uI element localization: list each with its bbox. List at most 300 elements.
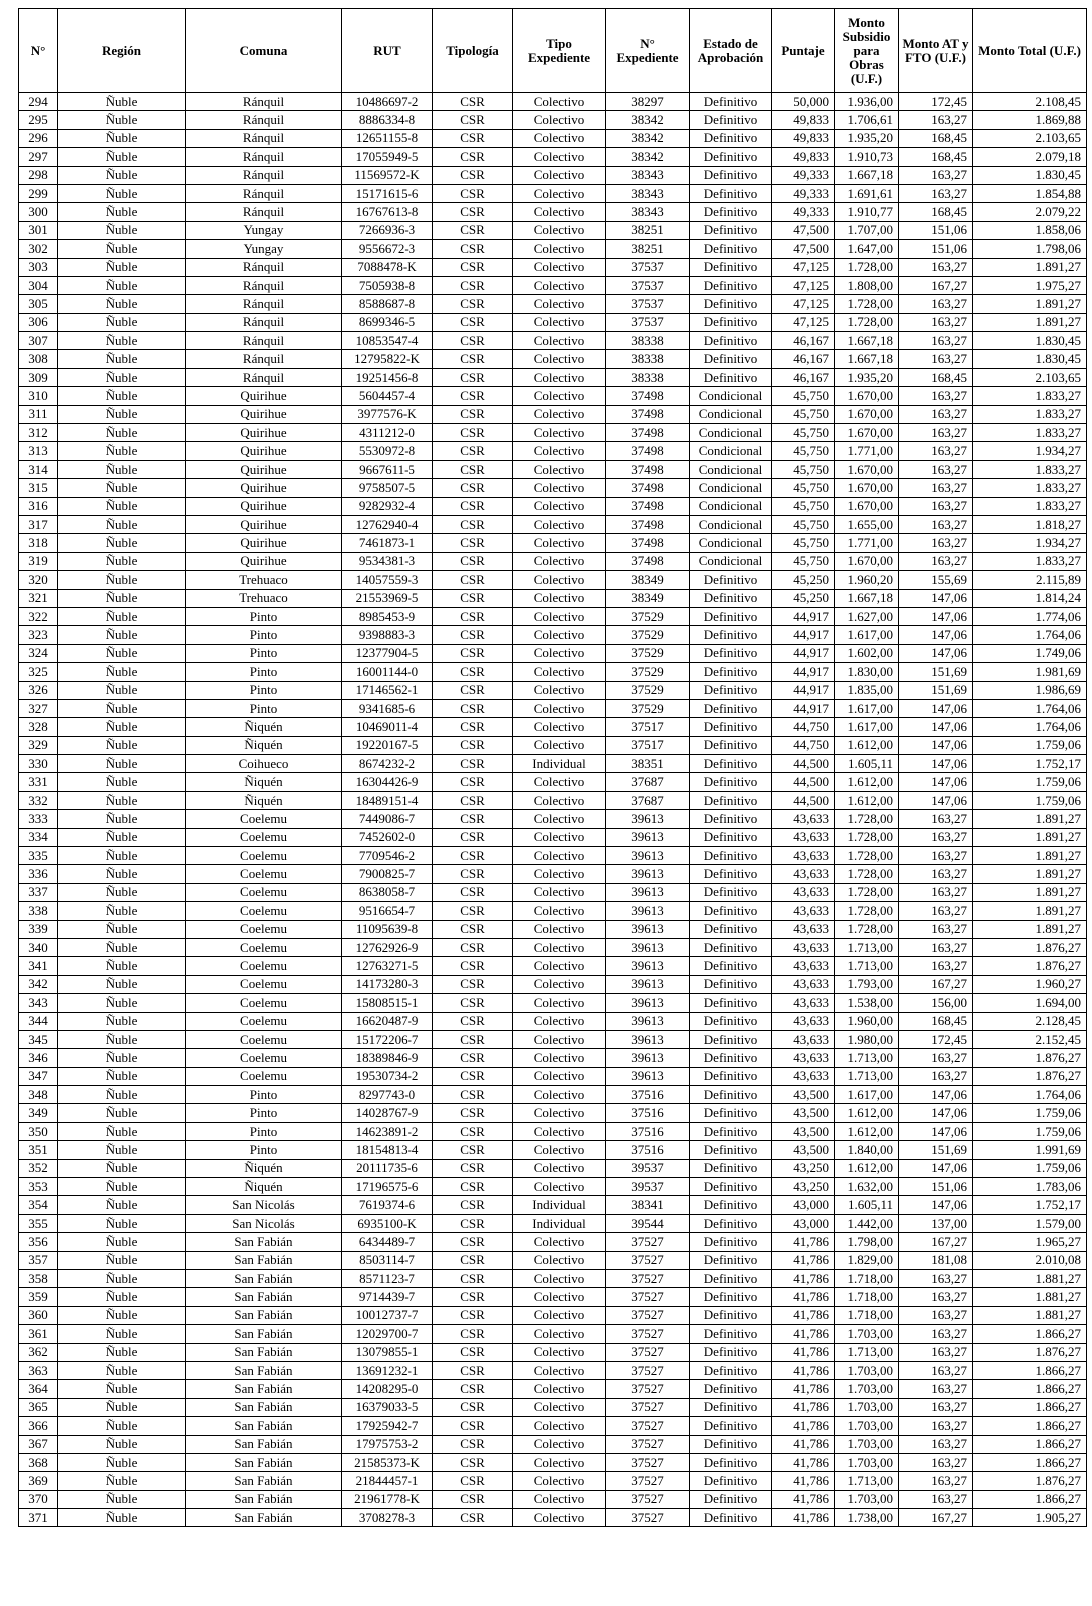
- cell-rut: 11095639-8: [342, 920, 433, 938]
- cell-region: Ñuble: [58, 534, 186, 552]
- cell-numero-expediente: 39613: [606, 810, 690, 828]
- cell-region: Ñuble: [58, 460, 186, 478]
- cell-estado: Definitivo: [690, 920, 772, 938]
- cell-rut: 17146562-1: [342, 681, 433, 699]
- cell-monto-subsidio: 1.728,00: [835, 883, 899, 901]
- cell-rut: 7505938-8: [342, 276, 433, 294]
- cell-tipologia: CSR: [433, 1435, 513, 1453]
- cell-monto-subsidio: 1.718,00: [835, 1288, 899, 1306]
- cell-rut: 3977576-K: [342, 405, 433, 423]
- cell-number: 318: [19, 534, 58, 552]
- cell-puntaje: 43,633: [772, 975, 835, 993]
- cell-rut: 19251456-8: [342, 368, 433, 386]
- cell-rut: 10853547-4: [342, 332, 433, 350]
- cell-monto-subsidio: 1.667,18: [835, 332, 899, 350]
- cell-puntaje: 46,167: [772, 332, 835, 350]
- cell-comuna: Coelemu: [186, 1012, 342, 1030]
- cell-puntaje: 43,250: [772, 1159, 835, 1177]
- cell-region: Ñuble: [58, 736, 186, 754]
- cell-monto-total: 1.881,27: [973, 1306, 1087, 1324]
- cell-region: Ñuble: [58, 626, 186, 644]
- cell-region: Ñuble: [58, 1122, 186, 1140]
- table-row: [19, 938, 1087, 956]
- cell-number: 308: [19, 350, 58, 368]
- cell-monto-total: 1.891,27: [973, 295, 1087, 313]
- cell-tipologia: CSR: [433, 332, 513, 350]
- cell-monto-subsidio: 1.707,00: [835, 221, 899, 239]
- cell-tipo-expediente: Colectivo: [513, 350, 606, 368]
- cell-monto-at-fto: 163,27: [899, 1067, 973, 1085]
- cell-region: Ñuble: [58, 497, 186, 515]
- cell-region: Ñuble: [58, 1417, 186, 1435]
- cell-tipologia: CSR: [433, 1141, 513, 1159]
- cell-monto-at-fto: 163,27: [899, 1049, 973, 1067]
- cell-monto-at-fto: 163,27: [899, 1380, 973, 1398]
- cell-estado: Condicional: [690, 479, 772, 497]
- cell-number: 348: [19, 1086, 58, 1104]
- cell-comuna: Coelemu: [186, 847, 342, 865]
- cell-estado: Definitivo: [690, 1325, 772, 1343]
- table-row: [19, 681, 1087, 699]
- cell-estado: Definitivo: [690, 240, 772, 258]
- cell-puntaje: 41,786: [772, 1251, 835, 1269]
- cell-comuna: Pinto: [186, 663, 342, 681]
- cell-rut: 12795822-K: [342, 350, 433, 368]
- cell-puntaje: 41,786: [772, 1417, 835, 1435]
- cell-monto-total: 1.798,06: [973, 240, 1087, 258]
- cell-estado: Definitivo: [690, 350, 772, 368]
- cell-rut: 19530734-2: [342, 1067, 433, 1085]
- cell-monto-subsidio: 1.670,00: [835, 424, 899, 442]
- cell-region: Ñuble: [58, 828, 186, 846]
- cell-puntaje: 43,633: [772, 828, 835, 846]
- cell-region: Ñuble: [58, 902, 186, 920]
- cell-estado: Definitivo: [690, 1214, 772, 1232]
- cell-rut: 17055949-5: [342, 148, 433, 166]
- cell-puntaje: 41,786: [772, 1509, 835, 1527]
- cell-tipo-expediente: Colectivo: [513, 865, 606, 883]
- cell-number: 304: [19, 276, 58, 294]
- cell-numero-expediente: 39613: [606, 1067, 690, 1085]
- cell-puntaje: 45,250: [772, 571, 835, 589]
- cell-region: Ñuble: [58, 1030, 186, 1048]
- cell-numero-expediente: 39613: [606, 994, 690, 1012]
- cell-region: Ñuble: [58, 589, 186, 607]
- cell-monto-at-fto: 163,27: [899, 865, 973, 883]
- cell-tipologia: CSR: [433, 166, 513, 184]
- cell-tipo-expediente: Colectivo: [513, 1398, 606, 1416]
- cell-estado: Definitivo: [690, 1067, 772, 1085]
- header-rut: RUT: [342, 9, 433, 93]
- table-row: [19, 148, 1087, 166]
- cell-tipologia: CSR: [433, 663, 513, 681]
- cell-monto-total: 1.833,27: [973, 497, 1087, 515]
- table-row: [19, 755, 1087, 773]
- cell-number: 326: [19, 681, 58, 699]
- cell-monto-subsidio: 1.718,00: [835, 1306, 899, 1324]
- cell-numero-expediente: 37529: [606, 681, 690, 699]
- cell-numero-expediente: 37527: [606, 1325, 690, 1343]
- cell-monto-total: 2.128,45: [973, 1012, 1087, 1030]
- cell-monto-subsidio: 1.728,00: [835, 865, 899, 883]
- cell-puntaje: 44,917: [772, 699, 835, 717]
- cell-estado: Definitivo: [690, 1141, 772, 1159]
- table-row: [19, 221, 1087, 239]
- cell-tipologia: CSR: [433, 111, 513, 129]
- cell-number: 371: [19, 1509, 58, 1527]
- cell-puntaje: 41,786: [772, 1453, 835, 1471]
- cell-comuna: Ránquil: [186, 148, 342, 166]
- cell-number: 340: [19, 938, 58, 956]
- cell-puntaje: 43,633: [772, 920, 835, 938]
- cell-monto-total: 1.759,06: [973, 736, 1087, 754]
- cell-monto-total: 1.876,27: [973, 938, 1087, 956]
- cell-estado: Definitivo: [690, 1030, 772, 1048]
- cell-monto-subsidio: 1.670,00: [835, 460, 899, 478]
- cell-numero-expediente: 37517: [606, 718, 690, 736]
- cell-estado: Definitivo: [690, 994, 772, 1012]
- cell-monto-total: 2.108,45: [973, 93, 1087, 111]
- cell-numero-expediente: 37537: [606, 258, 690, 276]
- cell-puntaje: 45,750: [772, 497, 835, 515]
- cell-monto-total: 1.858,06: [973, 221, 1087, 239]
- cell-monto-at-fto: 163,27: [899, 534, 973, 552]
- cell-monto-at-fto: 147,06: [899, 699, 973, 717]
- cell-comuna: Pinto: [186, 1086, 342, 1104]
- cell-comuna: Ñiquén: [186, 1178, 342, 1196]
- cell-monto-total: 1.833,27: [973, 552, 1087, 570]
- table-header-row: [19, 9, 1087, 93]
- cell-monto-at-fto: 163,27: [899, 847, 973, 865]
- cell-estado: Definitivo: [690, 258, 772, 276]
- cell-tipo-expediente: Colectivo: [513, 1233, 606, 1251]
- cell-region: Ñuble: [58, 938, 186, 956]
- cell-comuna: Pinto: [186, 607, 342, 625]
- cell-tipo-expediente: Colectivo: [513, 1325, 606, 1343]
- cell-puntaje: 45,250: [772, 589, 835, 607]
- cell-puntaje: 41,786: [772, 1325, 835, 1343]
- cell-puntaje: 44,500: [772, 791, 835, 809]
- cell-tipo-expediente: Colectivo: [513, 1306, 606, 1324]
- table-row: [19, 166, 1087, 184]
- cell-monto-total: 1.764,06: [973, 718, 1087, 736]
- cell-region: Ñuble: [58, 810, 186, 828]
- cell-number: 346: [19, 1049, 58, 1067]
- cell-rut: 9516654-7: [342, 902, 433, 920]
- cell-monto-subsidio: 1.728,00: [835, 902, 899, 920]
- cell-region: Ñuble: [58, 166, 186, 184]
- cell-monto-subsidio: 1.617,00: [835, 1086, 899, 1104]
- cell-region: Ñuble: [58, 184, 186, 202]
- cell-tipo-expediente: Colectivo: [513, 1104, 606, 1122]
- cell-monto-total: 1.975,27: [973, 276, 1087, 294]
- cell-numero-expediente: 37498: [606, 442, 690, 460]
- table-row: [19, 1159, 1087, 1177]
- cell-rut: 6434489-7: [342, 1233, 433, 1251]
- cell-comuna: Pinto: [186, 1104, 342, 1122]
- cell-monto-subsidio: 1.910,77: [835, 203, 899, 221]
- table-row: [19, 994, 1087, 1012]
- cell-numero-expediente: 38342: [606, 111, 690, 129]
- cell-monto-at-fto: 163,27: [899, 920, 973, 938]
- table-row: [19, 718, 1087, 736]
- cell-estado: Definitivo: [690, 865, 772, 883]
- cell-comuna: Trehuaco: [186, 589, 342, 607]
- table-row: [19, 1306, 1087, 1324]
- cell-monto-at-fto: 147,06: [899, 1104, 973, 1122]
- cell-monto-total: 1.866,27: [973, 1398, 1087, 1416]
- cell-number: 330: [19, 755, 58, 773]
- cell-monto-total: 1.694,00: [973, 994, 1087, 1012]
- cell-region: Ñuble: [58, 957, 186, 975]
- cell-tipologia: CSR: [433, 1067, 513, 1085]
- cell-estado: Definitivo: [690, 1453, 772, 1471]
- table-row: [19, 1490, 1087, 1508]
- cell-tipologia: CSR: [433, 93, 513, 111]
- cell-comuna: Quirihue: [186, 515, 342, 533]
- cell-monto-total: 1.774,06: [973, 607, 1087, 625]
- table-row: [19, 957, 1087, 975]
- cell-tipo-expediente: Colectivo: [513, 1141, 606, 1159]
- cell-monto-at-fto: 167,27: [899, 1509, 973, 1527]
- header-puntaje: Puntaje: [772, 9, 835, 93]
- cell-monto-at-fto: 163,27: [899, 902, 973, 920]
- cell-monto-subsidio: 1.718,00: [835, 1270, 899, 1288]
- table-row: [19, 1251, 1087, 1269]
- cell-tipo-expediente: Colectivo: [513, 773, 606, 791]
- cell-region: Ñuble: [58, 920, 186, 938]
- cell-monto-subsidio: 1.602,00: [835, 644, 899, 662]
- cell-number: 339: [19, 920, 58, 938]
- cell-estado: Definitivo: [690, 129, 772, 147]
- cell-comuna: Ránquil: [186, 332, 342, 350]
- cell-monto-total: 1.876,27: [973, 1049, 1087, 1067]
- cell-estado: Definitivo: [690, 1435, 772, 1453]
- cell-monto-at-fto: 163,27: [899, 166, 973, 184]
- cell-numero-expediente: 39537: [606, 1159, 690, 1177]
- cell-estado: Definitivo: [690, 938, 772, 956]
- cell-numero-expediente: 37527: [606, 1343, 690, 1361]
- table-row: [19, 1104, 1087, 1122]
- cell-puntaje: 41,786: [772, 1233, 835, 1251]
- cell-monto-at-fto: 163,27: [899, 313, 973, 331]
- cell-monto-total: 1.881,27: [973, 1270, 1087, 1288]
- cell-comuna: San Nicolás: [186, 1196, 342, 1214]
- cell-number: 351: [19, 1141, 58, 1159]
- table-row: [19, 240, 1087, 258]
- cell-numero-expediente: 37537: [606, 313, 690, 331]
- cell-tipologia: CSR: [433, 387, 513, 405]
- cell-estado: Definitivo: [690, 699, 772, 717]
- cell-number: 298: [19, 166, 58, 184]
- cell-estado: Definitivo: [690, 847, 772, 865]
- cell-monto-at-fto: 163,27: [899, 350, 973, 368]
- cell-puntaje: 43,633: [772, 994, 835, 1012]
- cell-tipo-expediente: Colectivo: [513, 1251, 606, 1269]
- cell-comuna: Quirihue: [186, 534, 342, 552]
- cell-monto-total: 1.759,06: [973, 1104, 1087, 1122]
- cell-comuna: Ránquil: [186, 184, 342, 202]
- cell-monto-total: 1.960,27: [973, 975, 1087, 993]
- cell-tipo-expediente: Colectivo: [513, 1490, 606, 1508]
- cell-tipo-expediente: Individual: [513, 1214, 606, 1232]
- cell-monto-subsidio: 1.605,11: [835, 1196, 899, 1214]
- cell-tipologia: CSR: [433, 1030, 513, 1048]
- cell-region: Ñuble: [58, 1067, 186, 1085]
- cell-estado: Condicional: [690, 497, 772, 515]
- cell-rut: 17975753-2: [342, 1435, 433, 1453]
- cell-rut: 18154813-4: [342, 1141, 433, 1159]
- cell-monto-total: 2.010,08: [973, 1251, 1087, 1269]
- cell-comuna: Quirihue: [186, 497, 342, 515]
- cell-monto-subsidio: 1.612,00: [835, 1122, 899, 1140]
- cell-region: Ñuble: [58, 1453, 186, 1471]
- cell-region: Ñuble: [58, 479, 186, 497]
- cell-tipologia: CSR: [433, 1490, 513, 1508]
- cell-monto-at-fto: 151,06: [899, 1178, 973, 1196]
- cell-monto-total: 1.833,27: [973, 405, 1087, 423]
- cell-rut: 9398883-3: [342, 626, 433, 644]
- cell-estado: Definitivo: [690, 332, 772, 350]
- cell-puntaje: 41,786: [772, 1435, 835, 1453]
- cell-tipo-expediente: Colectivo: [513, 129, 606, 147]
- table-row: [19, 865, 1087, 883]
- cell-numero-expediente: 37527: [606, 1435, 690, 1453]
- cell-tipologia: CSR: [433, 313, 513, 331]
- cell-estado: Definitivo: [690, 1490, 772, 1508]
- cell-rut: 7449086-7: [342, 810, 433, 828]
- table-row: [19, 184, 1087, 202]
- cell-monto-at-fto: 147,06: [899, 644, 973, 662]
- cell-comuna: Quirihue: [186, 387, 342, 405]
- cell-puntaje: 45,750: [772, 515, 835, 533]
- cell-rut: 5530972-8: [342, 442, 433, 460]
- cell-monto-at-fto: 168,45: [899, 148, 973, 166]
- cell-region: Ñuble: [58, 1306, 186, 1324]
- cell-monto-at-fto: 163,27: [899, 479, 973, 497]
- cell-tipologia: CSR: [433, 405, 513, 423]
- cell-number: 306: [19, 313, 58, 331]
- cell-comuna: Ránquil: [186, 166, 342, 184]
- cell-puntaje: 43,633: [772, 957, 835, 975]
- cell-puntaje: 46,167: [772, 350, 835, 368]
- cell-comuna: Quirihue: [186, 424, 342, 442]
- cell-estado: Definitivo: [690, 810, 772, 828]
- cell-rut: 14623891-2: [342, 1122, 433, 1140]
- cell-monto-at-fto: 163,27: [899, 1306, 973, 1324]
- cell-numero-expediente: 39613: [606, 865, 690, 883]
- cell-numero-expediente: 38251: [606, 221, 690, 239]
- cell-comuna: Ránquil: [186, 313, 342, 331]
- cell-number: 328: [19, 718, 58, 736]
- cell-region: Ñuble: [58, 442, 186, 460]
- cell-numero-expediente: 37498: [606, 497, 690, 515]
- cell-tipologia: CSR: [433, 681, 513, 699]
- cell-tipologia: CSR: [433, 902, 513, 920]
- table-row: [19, 203, 1087, 221]
- cell-monto-at-fto: 163,27: [899, 938, 973, 956]
- cell-number: 333: [19, 810, 58, 828]
- cell-monto-at-fto: 147,06: [899, 773, 973, 791]
- cell-number: 341: [19, 957, 58, 975]
- cell-estado: Definitivo: [690, 626, 772, 644]
- cell-tipo-expediente: Colectivo: [513, 552, 606, 570]
- cell-tipologia: CSR: [433, 534, 513, 552]
- subsidy-table: [18, 8, 1087, 1527]
- cell-tipologia: CSR: [433, 920, 513, 938]
- cell-monto-at-fto: 163,27: [899, 1490, 973, 1508]
- cell-tipo-expediente: Colectivo: [513, 221, 606, 239]
- cell-rut: 14208295-0: [342, 1380, 433, 1398]
- table-row: [19, 589, 1087, 607]
- cell-monto-total: 1.891,27: [973, 258, 1087, 276]
- cell-tipo-expediente: Colectivo: [513, 883, 606, 901]
- cell-region: Ñuble: [58, 607, 186, 625]
- cell-monto-subsidio: 1.617,00: [835, 699, 899, 717]
- cell-numero-expediente: 37527: [606, 1233, 690, 1251]
- cell-number: 303: [19, 258, 58, 276]
- table-row: [19, 1361, 1087, 1379]
- cell-numero-expediente: 38342: [606, 148, 690, 166]
- cell-monto-total: 1.991,69: [973, 1141, 1087, 1159]
- cell-tipologia: CSR: [433, 1251, 513, 1269]
- cell-tipo-expediente: Colectivo: [513, 607, 606, 625]
- cell-tipo-expediente: Colectivo: [513, 111, 606, 129]
- cell-tipo-expediente: Colectivo: [513, 681, 606, 699]
- cell-monto-subsidio: 1.713,00: [835, 938, 899, 956]
- cell-comuna: Coelemu: [186, 994, 342, 1012]
- cell-region: Ñuble: [58, 1472, 186, 1490]
- cell-numero-expediente: 37498: [606, 424, 690, 442]
- cell-number: 368: [19, 1453, 58, 1471]
- cell-rut: 8588687-8: [342, 295, 433, 313]
- cell-comuna: Ránquil: [186, 203, 342, 221]
- cell-estado: Condicional: [690, 552, 772, 570]
- cell-estado: Definitivo: [690, 975, 772, 993]
- cell-number: 354: [19, 1196, 58, 1214]
- cell-monto-subsidio: 1.738,00: [835, 1509, 899, 1527]
- cell-number: 362: [19, 1343, 58, 1361]
- cell-monto-subsidio: 1.728,00: [835, 295, 899, 313]
- cell-monto-total: 1.891,27: [973, 865, 1087, 883]
- cell-monto-subsidio: 1.728,00: [835, 313, 899, 331]
- cell-monto-total: 1.891,27: [973, 313, 1087, 331]
- cell-rut: 17196575-6: [342, 1178, 433, 1196]
- cell-tipologia: CSR: [433, 184, 513, 202]
- cell-number: 359: [19, 1288, 58, 1306]
- cell-tipo-expediente: Colectivo: [513, 1472, 606, 1490]
- cell-monto-at-fto: 172,45: [899, 93, 973, 111]
- cell-puntaje: 45,750: [772, 460, 835, 478]
- cell-puntaje: 44,500: [772, 755, 835, 773]
- cell-number: 366: [19, 1417, 58, 1435]
- cell-numero-expediente: 38343: [606, 203, 690, 221]
- cell-numero-expediente: 38349: [606, 589, 690, 607]
- cell-tipologia: CSR: [433, 1086, 513, 1104]
- cell-monto-total: 1.759,06: [973, 773, 1087, 791]
- cell-monto-subsidio: 1.713,00: [835, 1343, 899, 1361]
- cell-monto-subsidio: 1.703,00: [835, 1361, 899, 1379]
- cell-monto-total: 1.749,06: [973, 644, 1087, 662]
- cell-comuna: Pinto: [186, 681, 342, 699]
- cell-region: Ñuble: [58, 368, 186, 386]
- cell-comuna: Ñiquén: [186, 773, 342, 791]
- cell-number: 355: [19, 1214, 58, 1232]
- cell-comuna: San Fabián: [186, 1251, 342, 1269]
- cell-estado: Definitivo: [690, 1086, 772, 1104]
- cell-comuna: Coelemu: [186, 938, 342, 956]
- cell-rut: 9758507-5: [342, 479, 433, 497]
